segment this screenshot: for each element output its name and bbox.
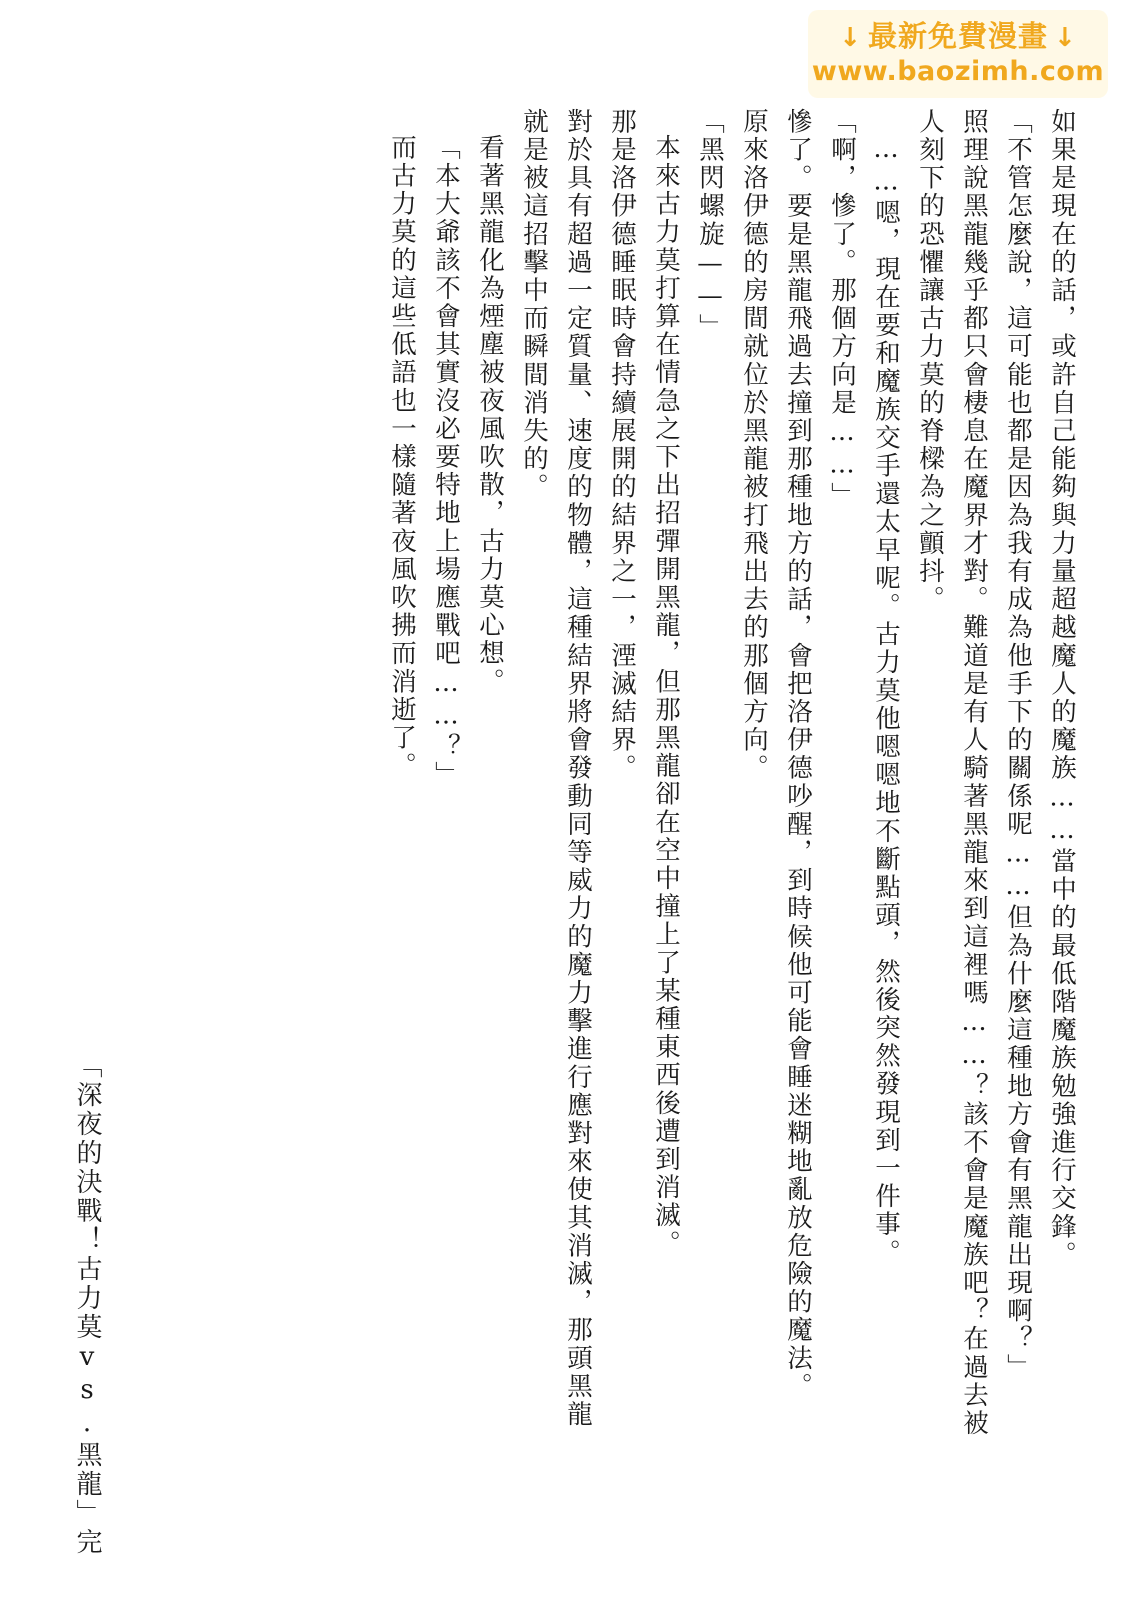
text-column: 就是被這招擊中而瞬間消失的。 — [519, 108, 549, 502]
closing-title: 「深夜的決戰！古力莫vs.黑龍」完 — [72, 1052, 102, 1557]
novel-text-body — [40, 108, 1077, 1508]
text-column: 原來洛伊德的房間就位於黑龍被打飛出去的那個方向。 — [739, 108, 769, 783]
watermark-title-row — [839, 21, 1077, 53]
text-column: 人刻下的恐懼讓古力莫的脊樑為之顫抖。 — [915, 108, 945, 614]
text-column: 那是洛伊德睡眠時會持續展開的結界之一，湮滅結界。 — [607, 108, 637, 783]
watermark-title: 最新免費漫畫 — [867, 19, 1048, 54]
text-column: 對於具有超過一定質量、速度的物體，這種結界將會發動同等威力的魔力擊進行應對來使其消滅，那頭黑龍 — [563, 108, 593, 1429]
text-column: 本來古力莫打算在情急之下出招彈開黑龍，但那黑龍卻在空中撞上了某種東西後遭到消滅。 — [651, 134, 681, 1258]
text-column: 如果是現在的話，或許自己能夠與力量超越魔人的魔族……當中的最低階魔族勉強進行交鋒。 — [1047, 108, 1077, 1270]
text-column: 照理說黑龍幾乎都只會棲息在魔界才對。難道是有人騎著黑龍來到這裡嗎……？該不會是魔族吧？在過去被 — [959, 108, 989, 1438]
watermark-url: www.baozimh.com — [811, 56, 1105, 88]
text-column: 「啊，慘了。那個方向是……」 — [827, 108, 857, 511]
text-column: 而古力莫的這些低語也一樣隨著夜風吹拂而消逝了。 — [387, 134, 417, 781]
text-column: 慘了。要是黑龍飛過去撞到那種地方的話，會把洛伊德吵醒，到時候他可能會睡迷糊地亂放危險的魔法。 — [783, 108, 813, 1401]
text-column: 「本大爺該不會其實沒必要特地上場應戰吧……？」 — [431, 134, 461, 790]
text-column: 看著黑龍化為煙塵被夜風吹散，古力莫心想。 — [475, 134, 505, 696]
arrow-down-right-icon: ↓ — [1054, 22, 1077, 53]
text-column: 「不管怎麼說，這可能也都是因為我有成為他手下的關係呢……但為什麼這種地方會有黑龍出現啊？」 — [1003, 108, 1033, 1382]
text-column: 「黑閃螺旋——」 — [695, 108, 725, 342]
text-column: ……嗯，現在要和魔族交手還太早呢。古力莫他嗯嗯地不斷點頭，然後突然發現到一件事。 — [871, 134, 901, 1267]
site-watermark — [808, 10, 1108, 98]
arrow-down-left-icon: ↓ — [839, 22, 862, 53]
